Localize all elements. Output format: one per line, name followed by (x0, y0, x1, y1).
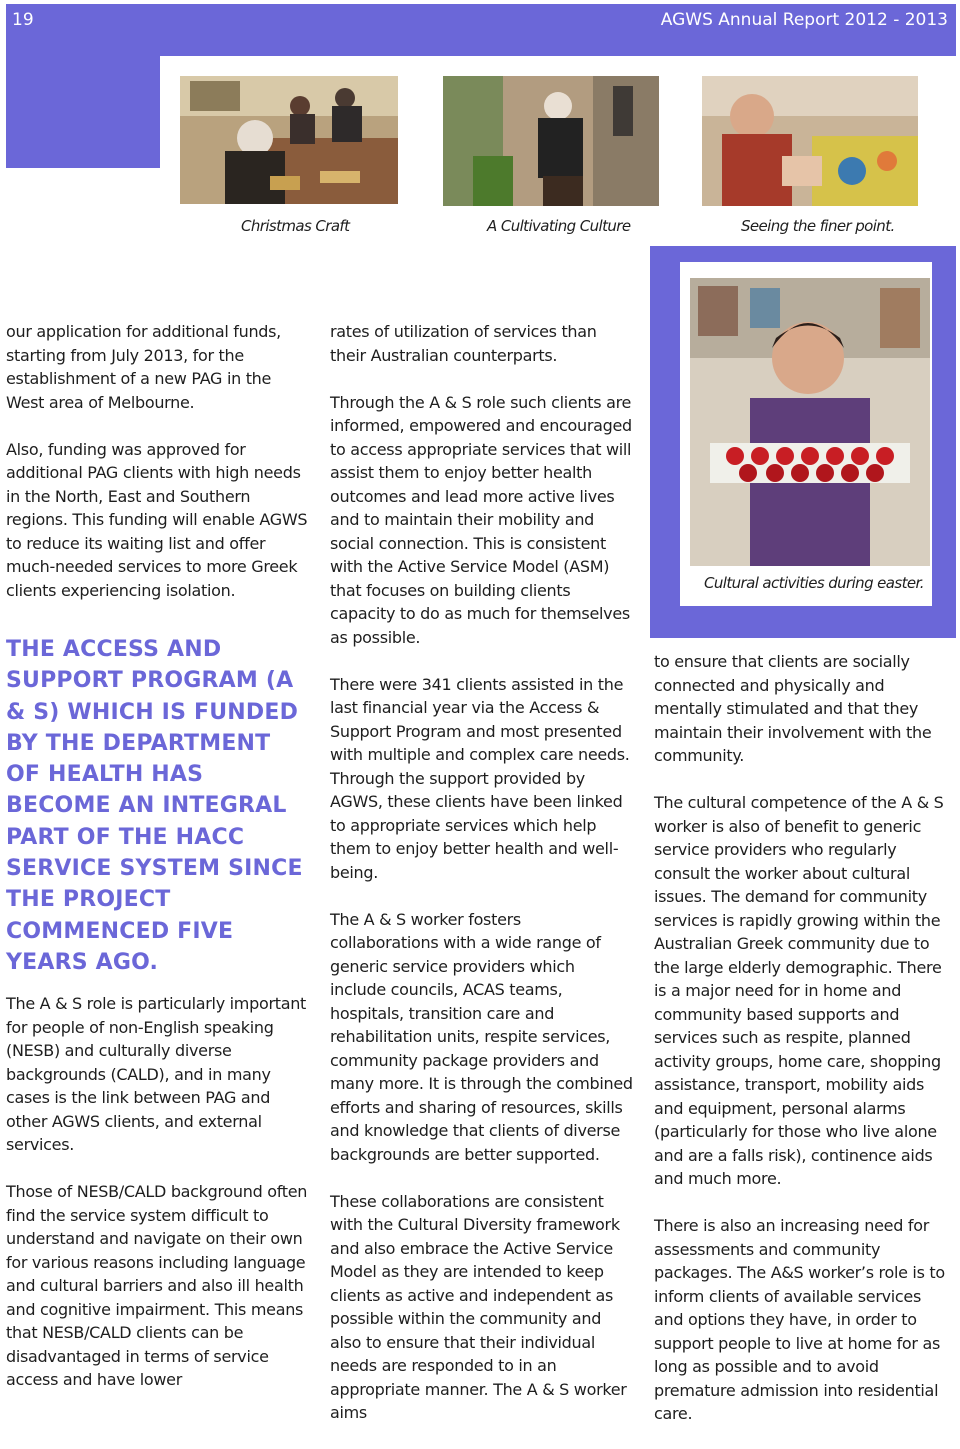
col2-paragraph-1: rates of utilization of services than their Australian counterparts. (330, 322, 597, 365)
photo-finer-point (702, 76, 918, 206)
col1-paragraph-3: The A & S role is particularly important for people of non-English speaking (NESB) and culturally diverse backgrounds (CALD), and in many cases is the link between PAG and other AGWS clients, and external services. (6, 994, 307, 1155)
col2-paragraph-3: There were 341 clients assisted in the last financial year via the Access & Support Program and most presented with multiple and complex care needs. Through the support provided by AGWS, these clients have been linked to appropriate services which help them to enjoy better health and well-being. (330, 674, 630, 882)
column-3 (654, 650, 954, 1449)
section-heading: THE ACCESS AND SUPPORT PROGRAM (A & S) WHICH IS FUNDED BY THE DEPARTMENT OF HEALTH HAS BECOME AN INTEGRAL PART OF THE HACC SERVICE SYSTEM SINCE THE PROJECT COMMENCED FIVE YEARS AGO. (6, 637, 303, 975)
caption-easter: Cultural activities during easter. (704, 574, 924, 592)
col1-paragraph-2: Also, funding was approved for additional PAG clients with high needs in the North, East and Southern regions. This funding will enable AGWS to reduce its waiting list and offer much-needed services to more Greek clients experiencing isolation. (6, 439, 308, 600)
report-title: AGWS Annual Report 2012 - 2013 (660, 10, 948, 30)
col1-paragraph-1: our application for additional funds, starting from July 2013, for the establishment of a new PAG in the West area of Melbourne. (6, 322, 281, 412)
col2-paragraph-2: Through the A & S role such clients are informed, empowered and encouraged to access appropriate services that will assist them to enjoy better health outcomes and lead more active lives and to maintain their mobility and social connection. This is consistent with the Active Service Model (ASM) that focuses on building clients capacity to do as much for themselves as possible. (330, 392, 632, 647)
caption-christmas-craft: Christmas Craft (241, 217, 350, 235)
column-2 (330, 320, 634, 1448)
col1-paragraph-4: Those of NESB/CALD background often find the service system difficult to understand and navigate on their own for various reasons including language and cultural barriers and also ill health and cognitive impairment. This means that NESB/CALD clients can be disadvantaged in terms of service access and have lower (6, 1182, 308, 1390)
col2-paragraph-4: The A & S worker fosters collaborations with a wide range of generic service providers which include councils, ACAS teams, hospitals, transition care and rehabilitation units, respite services, community package providers and many more. It is through the combined efforts and sharing of resources, skills and knowledge that clients of diverse backgrounds are better supported. (330, 909, 633, 1164)
col3-paragraph-2: The cultural competence of the A & S worker is also of benefit to generic service providers who regularly consult the worker about cultural issues. The demand for community services is rapidly growing within the Australian Greek community due to the large elderly demographic. There is a major need for in home and community based supports and services such as respite, planned activity groups, home care, shopping assistance, transport, mobility aids and equipment, personal alarms (particularly for those who live alone and are a falls risk), continence aids and much more. (654, 793, 944, 1188)
col3-paragraph-1: to ensure that clients are socially connected and physically and mentally stimulated and that they maintain their involvement with the community. (654, 652, 932, 765)
col3-paragraph-3: There is also an increasing need for assessments and community packages. The A&S worker’s role is to inform clients of available services and options they have, in order to support people to live at home for as long as possible and to avoid premature admission into residential care. (654, 1216, 945, 1423)
photo-christmas-craft (180, 76, 398, 204)
photo-easter-activities (690, 278, 930, 566)
photo-cultivating-culture (443, 76, 659, 206)
caption-finer-point: Seeing the finer point. (741, 217, 895, 235)
col2-paragraph-5: These collaborations are consistent with the Cultural Diversity framework and also embrace the Active Service Model as they are intended to keep clients as active and independent as possible within the community and also to ensure that their individual needs are responded to in an appropriate manner. The A & S worker aims (330, 1191, 627, 1422)
page-number: 19 (12, 10, 34, 30)
column-1 (6, 320, 310, 1415)
caption-cultivating-culture: A Cultivating Culture (487, 217, 631, 235)
